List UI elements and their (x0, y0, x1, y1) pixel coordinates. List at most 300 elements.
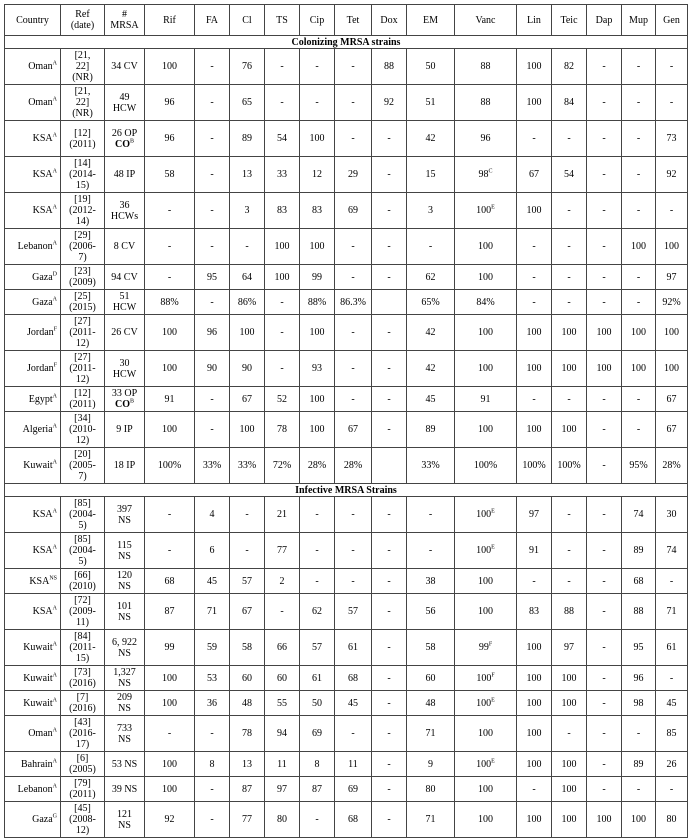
value-text: 100 (239, 327, 255, 338)
ref-cell: [29] (2006- 7) (61, 229, 105, 265)
value-cell-teic (552, 716, 587, 752)
value-cell-vanc (455, 315, 517, 351)
value-text: 90 (207, 363, 217, 374)
value-text: 99 (478, 642, 489, 653)
value-cell-mup (622, 569, 656, 594)
country-cell (5, 666, 61, 691)
value-cell-cip (300, 315, 335, 351)
value-text: - (280, 61, 284, 72)
mrsa-cell (105, 716, 145, 752)
country-superscript: A (52, 697, 57, 704)
value-cell-vanc (455, 49, 517, 85)
value-cell-gen (656, 448, 688, 484)
value-superscript: E (491, 758, 495, 765)
mrsa-count: 48 IP (113, 169, 136, 180)
value-cell-dap (587, 412, 622, 448)
value-text: - (428, 241, 433, 252)
value-text: - (602, 783, 606, 795)
value-cell-teic (552, 351, 587, 387)
value-cell-cl (230, 49, 265, 85)
column-header-country: Country (5, 5, 61, 36)
country-name: Oman (28, 61, 53, 72)
mrsa-count: 94 CV (111, 271, 138, 283)
country-name: KSA (32, 169, 53, 180)
value-text: - (602, 575, 606, 587)
mrsa-cell (105, 752, 145, 777)
country-superscript: G (52, 813, 57, 820)
value-cell-ts (265, 412, 300, 448)
value-text: 92 (666, 169, 677, 180)
value-cell-rif (145, 290, 195, 315)
section-row (5, 36, 688, 49)
mrsa-cell (105, 412, 145, 448)
value-superscript: F (491, 672, 495, 679)
value-superscript: E (491, 204, 495, 211)
value-text: 98 (633, 697, 644, 709)
value-cell-mup (622, 412, 656, 448)
value-text: 100 (309, 241, 325, 252)
value-text: 97 (564, 642, 574, 653)
value-cell-mup (622, 594, 656, 630)
value-cell-mup (622, 802, 656, 838)
value-text: 57 (348, 606, 358, 617)
value-text: 62 (425, 271, 436, 283)
value-text: 88 (633, 606, 644, 617)
value-text: 69 (348, 783, 358, 795)
value-cell-lin (517, 315, 552, 351)
value-text: - (351, 728, 355, 739)
value-text: 33% (202, 460, 222, 471)
value-text: 89 (242, 133, 252, 144)
value-text: - (280, 97, 284, 108)
value-cell-ts (265, 121, 300, 157)
value-text: 97 (666, 271, 677, 283)
value-text: - (210, 424, 214, 435)
value-text: 58 (164, 169, 175, 180)
column-header-gen: Gen (656, 5, 688, 36)
value-text: 77 (242, 814, 252, 825)
mrsa-origin: CO (114, 138, 130, 150)
value-text: - (669, 205, 674, 216)
value-cell-fa (195, 85, 230, 121)
value-text: 100 (478, 783, 493, 795)
value-text: - (602, 672, 606, 684)
value-text: 100 (631, 814, 646, 825)
value-cell-fa (195, 315, 230, 351)
value-text: 97 (277, 783, 287, 795)
value-text: 100 (162, 672, 177, 684)
value-cell-em (407, 802, 455, 838)
value-cell-dap (587, 594, 622, 630)
value-text: 100 (478, 271, 493, 283)
value-text: 89 (633, 758, 644, 770)
value-cell-em (407, 630, 455, 666)
country-superscript: A (52, 783, 57, 790)
value-text: 100 (664, 241, 679, 252)
mrsa-cell (105, 630, 145, 666)
value-cell-dap (587, 752, 622, 777)
column-header-cl: Cl (230, 5, 265, 36)
country-name: Kuwait (23, 460, 53, 471)
value-text: 13 (242, 169, 252, 180)
value-text: - (387, 697, 391, 709)
value-text: - (567, 241, 571, 252)
value-cell-rif (145, 121, 195, 157)
value-cell-lin (517, 49, 552, 85)
value-text: 100 (239, 424, 255, 435)
value-text: 21 (277, 509, 287, 520)
value-text: 100 (478, 575, 493, 587)
value-text: - (602, 697, 606, 709)
value-text: 61 (348, 642, 358, 653)
value-cell-gen (656, 666, 688, 691)
mrsa-cell (105, 387, 145, 412)
value-cell-dap (587, 85, 622, 121)
value-text: - (567, 728, 571, 739)
value-cell-vanc (455, 752, 517, 777)
value-text: 33% (421, 460, 440, 471)
value-cell-cip (300, 412, 335, 448)
value-cell-cip (300, 802, 335, 838)
value-text: - (669, 61, 674, 72)
value-text: 67 (348, 424, 358, 435)
value-cell-em (407, 594, 455, 630)
value-text: 100 (631, 241, 646, 252)
value-text: 100 (162, 758, 177, 770)
value-cell-tet (335, 666, 372, 691)
country-cell (5, 49, 61, 85)
country-name: Kuwait (23, 672, 53, 684)
value-cell-tet (335, 630, 372, 666)
value-text: 11 (277, 758, 287, 770)
value-text: - (532, 133, 536, 144)
value-text: - (167, 241, 172, 252)
mrsa-count: 9 IP (116, 424, 133, 435)
value-cell-lin (517, 497, 552, 533)
value-text: 52 (277, 393, 287, 405)
value-cell-dap (587, 229, 622, 265)
value-cell-tet (335, 533, 372, 569)
value-cell-vanc (455, 229, 517, 265)
value-cell-tet (335, 265, 372, 290)
value-cell-dap (587, 49, 622, 85)
value-cell-tet (335, 569, 372, 594)
ref-cell: [7] (2016) (61, 691, 105, 716)
mrsa-cell (105, 229, 145, 265)
country-superscript: A (52, 393, 57, 400)
value-cell-dox (372, 533, 407, 569)
value-cell-ts (265, 49, 300, 85)
value-text: 57 (242, 575, 252, 587)
ref-cell: [85] (2004- 5) (61, 497, 105, 533)
value-cell-rif (145, 412, 195, 448)
value-cell-gen (656, 157, 688, 193)
value-text: - (167, 509, 172, 520)
value-text: - (351, 393, 355, 405)
value-text: 100 (162, 783, 177, 795)
country-superscript: A (52, 544, 57, 551)
value-cell-tet (335, 497, 372, 533)
value-text: 71 (425, 728, 436, 739)
value-cell-ts (265, 229, 300, 265)
value-cell-em (407, 666, 455, 691)
value-text: - (351, 327, 355, 338)
value-text: 42 (425, 327, 436, 338)
value-text: - (567, 296, 571, 308)
value-cell-lin (517, 85, 552, 121)
column-header-em: EM (407, 5, 455, 36)
value-superscript: E (491, 544, 495, 551)
value-cell-mup (622, 85, 656, 121)
value-cell-dox (372, 229, 407, 265)
value-text: 62 (312, 606, 322, 617)
value-cell-ts (265, 157, 300, 193)
value-cell-vanc (455, 290, 517, 315)
table-row (5, 387, 688, 412)
value-cell-mup (622, 315, 656, 351)
value-cell-cip (300, 49, 335, 85)
value-text: 60 (425, 672, 436, 684)
mrsa-count: 6, 922 NS (112, 636, 137, 659)
value-text: 2 (279, 575, 285, 587)
value-text: - (567, 545, 571, 556)
value-text: - (315, 61, 319, 72)
ref-cell: [73] (2016) (61, 666, 105, 691)
value-cell-mup (622, 290, 656, 315)
value-cell-fa (195, 412, 230, 448)
value-cell-mup (622, 121, 656, 157)
value-text: 100 (478, 606, 493, 617)
value-cell-dox (372, 497, 407, 533)
value-text: - (602, 133, 606, 144)
value-text: 29 (348, 169, 358, 180)
value-cell-lin (517, 752, 552, 777)
value-cell-em (407, 351, 455, 387)
value-text: 67 (666, 393, 677, 405)
value-text: - (351, 545, 355, 556)
value-cell-rif (145, 448, 195, 484)
value-cell-gen (656, 290, 688, 315)
country-name: KSA (29, 575, 50, 587)
value-cell-cip (300, 666, 335, 691)
value-text: - (351, 241, 355, 252)
value-text: 100 (476, 672, 492, 684)
value-text: - (280, 296, 284, 308)
value-text: 50 (312, 697, 322, 709)
value-cell-tet (335, 387, 372, 412)
value-cell-tet (335, 193, 372, 229)
value-text: 83 (312, 205, 322, 216)
value-text: - (387, 169, 391, 180)
country-name: KSA (32, 509, 53, 520)
value-superscript: E (491, 697, 495, 704)
mrsa-count: 53 NS (111, 758, 138, 770)
value-cell-fa (195, 229, 230, 265)
value-text: 100% (557, 460, 581, 471)
mrsa-count: 26 CV (111, 327, 138, 338)
value-cell-cip (300, 121, 335, 157)
value-cell-cip (300, 497, 335, 533)
value-text: - (351, 509, 355, 520)
value-cell-tet (335, 85, 372, 121)
value-cell-vanc (455, 691, 517, 716)
value-text: - (669, 575, 674, 587)
value-text: 100 (664, 363, 679, 374)
value-text: - (567, 393, 571, 405)
value-cell-lin (517, 290, 552, 315)
value-text: 100 (526, 642, 542, 653)
value-cell-ts (265, 569, 300, 594)
ref-cell: [25] (2015) (61, 290, 105, 315)
value-text: 42 (425, 133, 436, 144)
value-cell-dap (587, 315, 622, 351)
table-row (5, 594, 688, 630)
value-text: - (602, 61, 606, 72)
value-text: - (387, 327, 391, 338)
value-cell-cl (230, 121, 265, 157)
value-cell-tet (335, 412, 372, 448)
value-cell-dox (372, 594, 407, 630)
column-header-dap: Dap (587, 5, 622, 36)
value-text: 91 (164, 393, 175, 405)
mrsa-cell (105, 802, 145, 838)
value-cell-gen (656, 265, 688, 290)
value-cell-fa (195, 387, 230, 412)
value-cell-dap (587, 802, 622, 838)
value-text: 48 (242, 697, 252, 709)
mrsa-susceptibility-table (4, 4, 688, 838)
value-cell-vanc (455, 157, 517, 193)
value-text: 28% (662, 460, 681, 471)
column-header-lin: Lin (517, 5, 552, 36)
value-text: - (387, 606, 391, 617)
value-cell-ts (265, 716, 300, 752)
country-superscript: F (53, 326, 57, 333)
value-cell-gen (656, 497, 688, 533)
country-cell (5, 229, 61, 265)
value-text: 100 (309, 393, 325, 405)
value-text: 88 (480, 97, 491, 108)
value-cell-lin (517, 569, 552, 594)
value-cell-lin (517, 351, 552, 387)
value-text: 96 (207, 327, 217, 338)
value-text: 86.3% (340, 296, 366, 308)
value-cell-dox (372, 569, 407, 594)
table-header (5, 5, 688, 36)
value-cell-ts (265, 533, 300, 569)
ref-cell: [23] (2009) (61, 265, 105, 290)
value-text: - (210, 241, 214, 252)
mrsa-cell (105, 497, 145, 533)
column-header-cip: Cip (300, 5, 335, 36)
value-text: 54 (564, 169, 574, 180)
value-text: 45 (666, 697, 677, 709)
value-text: 42 (425, 363, 436, 374)
country-superscript: A (52, 204, 57, 211)
table-row (5, 802, 688, 838)
value-text: 26 (666, 758, 677, 770)
value-text: - (602, 728, 606, 739)
value-cell-fa (195, 752, 230, 777)
value-text: 87 (312, 783, 322, 795)
value-cell-vanc (455, 666, 517, 691)
value-cell-dox (372, 85, 407, 121)
mrsa-cell (105, 265, 145, 290)
country-name: Jordan (26, 363, 54, 374)
value-cell-lin (517, 666, 552, 691)
value-text: - (167, 545, 172, 556)
ref-cell: [12] (2011) (61, 387, 105, 412)
value-cell-lin (517, 448, 552, 484)
ref-cell: [79] (2011) (61, 777, 105, 802)
value-cell-dap (587, 533, 622, 569)
value-text: 100 (526, 61, 542, 72)
value-cell-vanc (455, 412, 517, 448)
value-cell-ts (265, 265, 300, 290)
value-text: - (636, 728, 641, 739)
country-superscript: A (52, 672, 57, 679)
value-cell-teic (552, 569, 587, 594)
value-cell-vanc (455, 85, 517, 121)
value-cell-dox (372, 315, 407, 351)
mrsa-cell (105, 193, 145, 229)
value-text: - (210, 728, 214, 739)
value-cell-cl (230, 666, 265, 691)
value-text: 100 (561, 697, 577, 709)
value-cell-em (407, 265, 455, 290)
value-text: - (636, 393, 641, 405)
value-text: 100 (162, 363, 177, 374)
value-cell-ts (265, 193, 300, 229)
column-header-ref-date: Ref (date) (61, 5, 105, 36)
ref-cell: [21, 22] (NR) (61, 85, 105, 121)
value-text: 72% (272, 460, 292, 471)
value-cell-fa (195, 777, 230, 802)
value-cell-fa (195, 691, 230, 716)
value-text: - (532, 271, 536, 283)
ref-cell: [19] (2012- 14) (61, 193, 105, 229)
value-cell-gen (656, 49, 688, 85)
value-cell-cl (230, 265, 265, 290)
value-cell-mup (622, 666, 656, 691)
section-row (5, 484, 688, 497)
country-cell (5, 157, 61, 193)
value-cell-mup (622, 497, 656, 533)
value-text: - (351, 363, 355, 374)
country-superscript: A (52, 240, 57, 247)
value-cell-rif (145, 777, 195, 802)
value-text: 65% (421, 296, 440, 308)
value-cell-lin (517, 630, 552, 666)
ref-cell: [84] (2011- 15) (61, 630, 105, 666)
value-cell-em (407, 229, 455, 265)
value-cell-vanc (455, 448, 517, 484)
value-cell-tet (335, 315, 372, 351)
value-text: 80 (277, 814, 287, 825)
value-text: - (567, 205, 571, 216)
value-text: 78 (277, 424, 287, 435)
ref-cell: [12] (2011) (61, 121, 105, 157)
value-text: 100% (522, 460, 546, 471)
mrsa-cell (105, 666, 145, 691)
value-text: 84% (476, 296, 495, 308)
value-cell-cip (300, 594, 335, 630)
value-text: 67 (666, 424, 677, 435)
value-text: 92% (662, 296, 681, 308)
value-text: - (387, 575, 391, 587)
country-cell (5, 752, 61, 777)
value-cell-cl (230, 229, 265, 265)
